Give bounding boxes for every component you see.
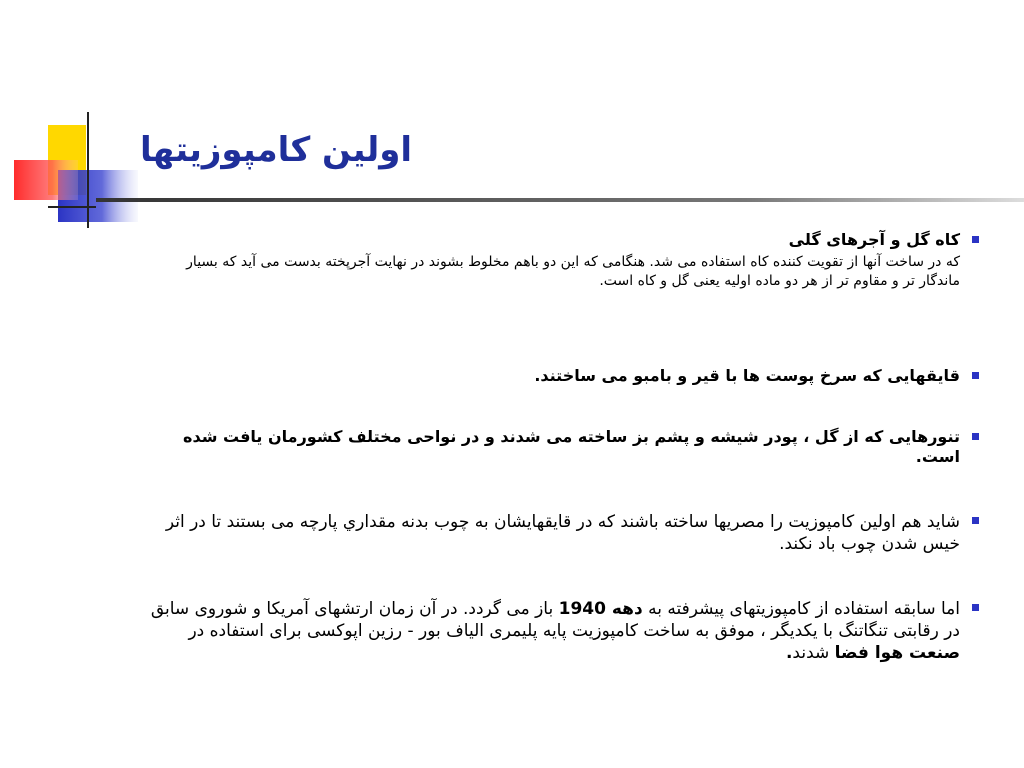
bullet-text: شاید هم اولین کامپوزیت را مصريها ساخته باشند که در قایقهایشان به چوب بدنه مقداري پارچه می بستند تا در اثر خیس شدن چوب باد نکند. <box>165 512 960 554</box>
text-part-bold: . <box>785 643 793 663</box>
bullet-marker <box>972 372 979 379</box>
bullet-item-3 <box>150 427 960 467</box>
text-part-bold: دهه 1940 <box>558 599 643 619</box>
bullet-item-4 <box>150 511 960 555</box>
bullet-text: قایقهایی که سرخ پوست ها با قیر و بامبو می ساختند. <box>534 366 960 385</box>
title-underline <box>96 198 1024 202</box>
text-part-bold: صنعت هوا فضا <box>834 643 960 663</box>
text-part: باز می گردد. در آن زمان ارتشهای آمریکا و شوروی سابق در رقابتی تنگاتنگ با یکدیگر ، موفق به ساخت کامپوزیت پایه پلیمری الیاف بور - رزین اپوکسی برای استفاده در <box>150 599 960 641</box>
red-square <box>14 160 78 200</box>
bullet-item-1 <box>150 230 960 291</box>
bullet-marker <box>972 517 979 524</box>
bullet-heading: کاه گل و آجرهای گلی <box>788 230 960 249</box>
text-part: اما سابقه استفاده از کامپوزیتهای پیشرفته به <box>642 599 960 619</box>
bullet-marker <box>972 236 979 243</box>
bullet-text: که در ساخت آنها از تقویت کننده کاه استفاده می شد. هنگامی که این دو باهم مخلوط بشوند در نهایت آجرپخته بدست می آید که بسیار ماندگار تر و مقاوم تر از هر دو ماده اولیه یعنی گل و کاه است. <box>186 254 960 289</box>
blue-square <box>58 170 138 222</box>
yellow-square <box>48 125 86 195</box>
bullet-text <box>150 598 960 664</box>
bullet-marker <box>972 433 979 440</box>
bullet-item-2 <box>150 366 960 386</box>
text-part: شدند <box>792 643 835 663</box>
slide-title: اولین کامپوزیتها <box>140 130 413 170</box>
bullet-item-5 <box>150 598 960 664</box>
bullet-marker <box>972 604 979 611</box>
bullet-text: تنورهایی که از گل ، پودر شیشه و پشم بز ساخته می شدند و در نواحی مختلف کشورمان یافت شده است. <box>183 427 960 466</box>
